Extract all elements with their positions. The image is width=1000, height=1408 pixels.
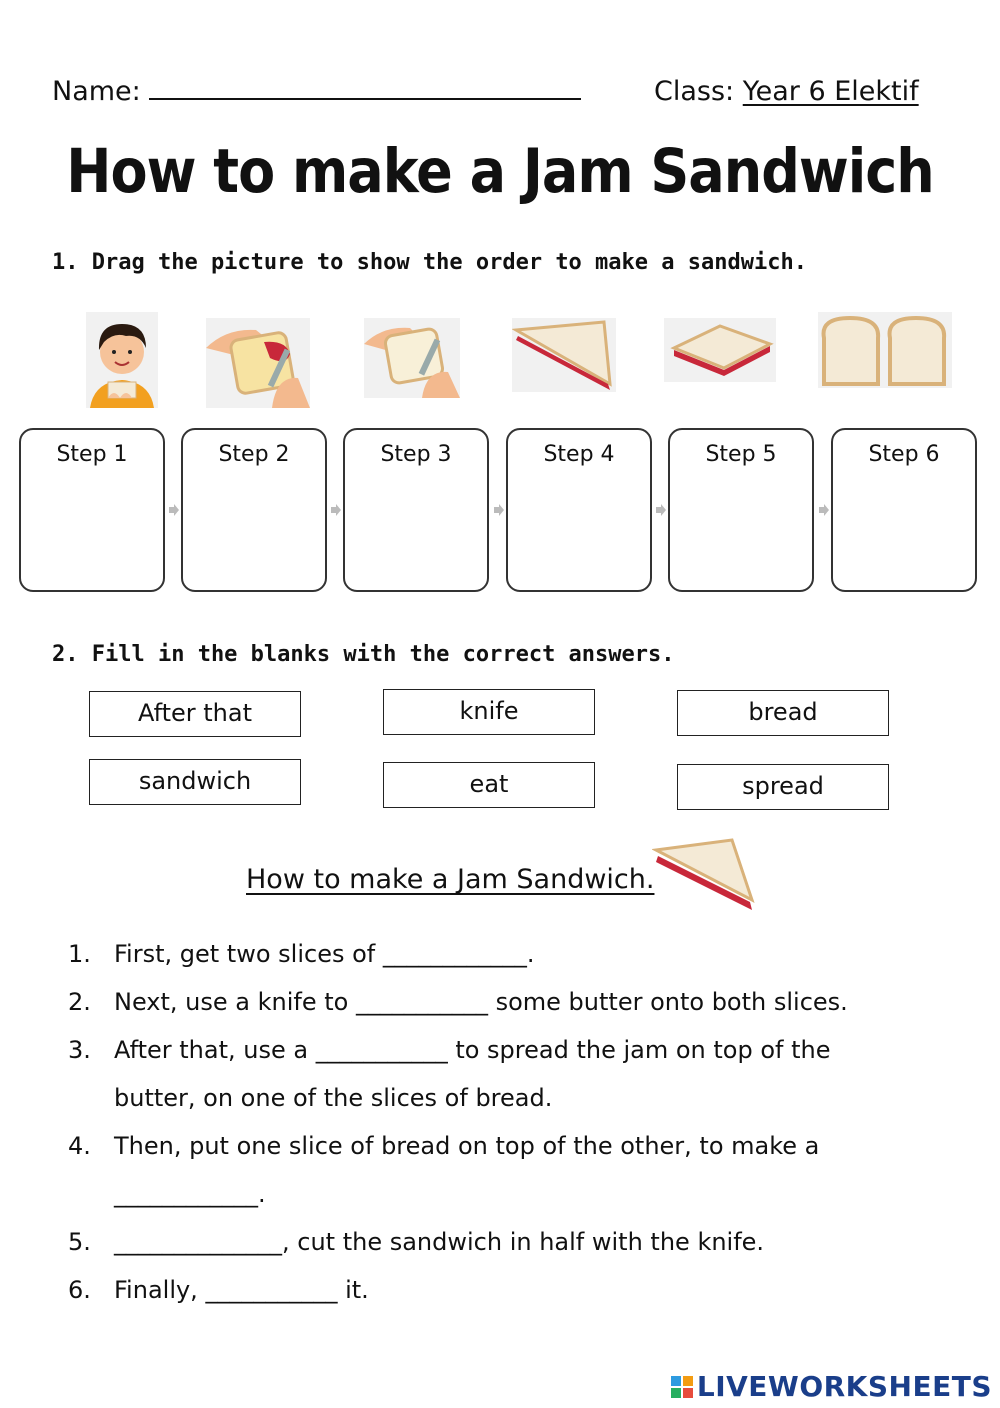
- step-label: Step 1: [56, 442, 128, 467]
- step-box-6[interactable]: [831, 428, 977, 592]
- sentence-number: 2.: [68, 988, 91, 1016]
- section2-instruction: 2. Fill in the blanks with the correct answers.: [52, 642, 675, 667]
- sentence-1: [68, 940, 534, 968]
- class-label: Class:: [654, 76, 735, 107]
- step-box-5[interactable]: [668, 428, 814, 592]
- step-label: Step 3: [380, 442, 452, 467]
- word-after-that[interactable]: After that: [89, 691, 301, 737]
- arrow-right-icon: [494, 504, 504, 516]
- step-box-4[interactable]: [506, 428, 652, 592]
- class-field: [654, 76, 919, 107]
- step-label: Step 2: [218, 442, 290, 467]
- sentence-4-continued[interactable]: ____________.: [114, 1180, 266, 1208]
- picture-spread-butter[interactable]: [364, 318, 460, 402]
- worksheet-title: How to make a Jam Sandwich: [66, 136, 934, 207]
- liveworksheets-logo: [671, 1370, 992, 1403]
- sentence-text[interactable]: ______________, cut the sandwich in half with the knife.: [114, 1228, 765, 1256]
- sentence-text[interactable]: Finally, ___________ it.: [114, 1276, 369, 1304]
- sentence-number: 1.: [68, 940, 91, 968]
- passage-title: How to make a Jam Sandwich.: [246, 864, 655, 895]
- logo-icon: [671, 1376, 693, 1398]
- sentence-text[interactable]: After that, use a ___________ to spread the jam on top of the: [114, 1036, 831, 1064]
- arrow-right-icon: [656, 504, 666, 516]
- picture-two-slices[interactable]: [818, 312, 952, 392]
- sentence-6: [68, 1276, 369, 1304]
- section1-instruction: 1. Drag the picture to show the order to make a sandwich.: [52, 250, 807, 275]
- sandwich-illustration: [652, 836, 756, 916]
- sentence-text[interactable]: Next, use a knife to ___________ some butter onto both slices.: [114, 988, 848, 1016]
- sentence-4: [68, 1132, 819, 1160]
- sentence-number: 6.: [68, 1276, 91, 1304]
- word-knife[interactable]: knife: [383, 689, 595, 735]
- brand-text: LIVEWORKSHEETS: [696, 1370, 992, 1403]
- arrow-right-icon: [331, 504, 341, 516]
- word-bread[interactable]: bread: [677, 690, 889, 736]
- arrow-right-icon: [169, 504, 179, 516]
- picture-boy-eating[interactable]: [86, 312, 158, 412]
- sentence-3: [68, 1036, 831, 1064]
- sentence-number: 4.: [68, 1132, 91, 1160]
- class-value: Year 6 Elektif: [742, 76, 919, 107]
- arrow-right-icon: [819, 504, 829, 516]
- sentence-text[interactable]: First, get two slices of ____________.: [114, 940, 535, 968]
- sentence-number: 3.: [68, 1036, 91, 1064]
- step-label: Step 4: [543, 442, 615, 467]
- picture-spread-jam[interactable]: [206, 318, 310, 412]
- picture-whole-sandwich[interactable]: [664, 318, 776, 386]
- sentence-3-continued: butter, on one of the slices of bread.: [114, 1084, 553, 1112]
- word-sandwich[interactable]: sandwich: [89, 759, 301, 805]
- word-eat[interactable]: eat: [383, 762, 595, 808]
- sentence-5: [68, 1228, 764, 1256]
- step-box-3[interactable]: [343, 428, 489, 592]
- picture-sandwich-half[interactable]: [512, 318, 616, 396]
- name-field: [52, 76, 581, 107]
- step-label: Step 5: [705, 442, 777, 467]
- step-box-2[interactable]: [181, 428, 327, 592]
- word-spread[interactable]: spread: [677, 764, 889, 810]
- sentence-number: 5.: [68, 1228, 91, 1256]
- name-label: Name:: [52, 76, 141, 107]
- sentence-2: [68, 988, 848, 1016]
- step-box-1[interactable]: [19, 428, 165, 592]
- step-label: Step 6: [868, 442, 940, 467]
- sentence-text: Then, put one slice of bread on top of the other, to make a: [114, 1132, 820, 1160]
- name-blank-line[interactable]: [149, 76, 581, 100]
